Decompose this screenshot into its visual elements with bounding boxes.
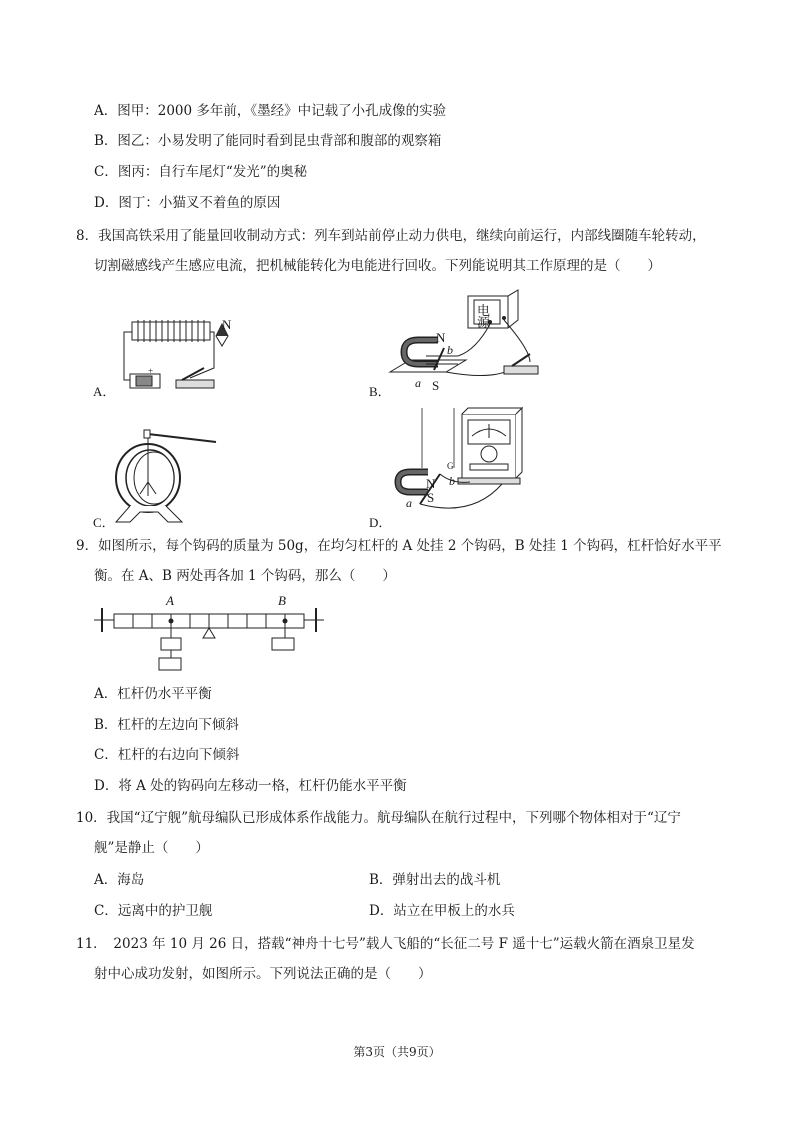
q8-fig-d-b-label: b <box>449 474 455 488</box>
q9-option-b: B．杠杆的左边向下倾斜 <box>94 717 239 733</box>
q8-fig-b-north: N <box>436 330 446 345</box>
q8-figure-b-motor-setup <box>380 290 550 390</box>
q8-fig-d-label: D． <box>369 515 392 530</box>
q9-option-a: A．杠杆仍水平平衡 <box>94 686 212 702</box>
q11-stem-line2: 射中心成功发射，如图所示。下列说法正确的是（ ） <box>94 966 432 982</box>
q8-fig-c-label: C． <box>93 515 115 530</box>
q10-option-a: A．海岛 <box>94 872 145 888</box>
q8-fig-b-a-label: a <box>415 376 421 390</box>
q9-option-d: D．将 A 处的钩码向左移动一格，杠杆仍能水平平衡 <box>94 778 407 794</box>
q8-fig-d-a-label: a <box>406 496 412 510</box>
q11-stem-line1: 11． 2023 年 10 月 26 日，搭载“神舟十七号”载人飞船的“长征二号 F 遥十七”运载火箭在酒泉卫星发 <box>76 936 695 952</box>
q8-stem-line2: 切割磁感线产生感应电流，把机械能转化为电能进行回收。下列能说明其工作原理的是（ ） <box>94 258 661 274</box>
q8-fig-b-power-2: 源 <box>477 315 491 330</box>
q10-option-d: D．站立在甲板上的水兵 <box>369 903 515 919</box>
q9-fig-point-b: B <box>278 593 286 608</box>
q8-figure-d-galvanometer <box>392 408 532 518</box>
q8-fig-d-south: S <box>427 490 435 505</box>
q7-option-c: C．图丙：自行车尾灯“发光”的奥秘 <box>94 164 308 180</box>
q8-fig-a-north: N <box>222 317 232 332</box>
q7-option-d: D．图丁：小猫叉不着鱼的原因 <box>94 195 281 211</box>
q8-fig-b-south: S <box>432 378 440 393</box>
q8-fig-d-meter-g: G <box>447 461 454 471</box>
q9-option-c: C．杠杆的右边向下倾斜 <box>94 747 240 763</box>
q8-fig-d-north: N <box>426 476 436 491</box>
q10-option-b: B．弹射出去的战斗机 <box>369 872 501 888</box>
q9-stem-line2: 衡。在 A、B 两处再各加 1 个钩码，那么（ ） <box>94 568 396 584</box>
q7-option-a: A．图甲：2000 多年前，《墨经》中记载了小孔成像的实验 <box>94 103 447 119</box>
q9-stem-line1: 9．如图所示，每个钩码的质量为 50g，在均匀杠杆的 A 处挂 2 个钩码，B 处挂 1 个钩码，杠杆恰好水平平 <box>76 538 722 554</box>
q8-fig-a-label: A． <box>93 384 116 399</box>
q10-stem-line2: 舰”是静止（ ） <box>94 840 209 856</box>
q7-option-b: B．图乙：小易发明了能同时看到昆虫背部和腹部的观察箱 <box>94 133 442 149</box>
q9-fig-point-a: A <box>166 593 174 608</box>
q8-figure-c-ring-apparatus <box>110 428 220 528</box>
q8-fig-b-label: B． <box>369 384 391 399</box>
page-footer: 第3页（共9页） <box>353 1045 441 1059</box>
q8-figure-a-electromagnet <box>110 310 240 400</box>
q8-fig-a-plus: + <box>148 366 154 376</box>
q8-stem-line1: 8．我国高铁采用了能量回收制动方式：列车到站前停止动力供电，继续向前运行，内部线圈随车轮转动， <box>76 228 706 244</box>
q8-fig-b-power-1: 电 <box>477 303 491 318</box>
q8-fig-b-b-label: b <box>447 343 453 357</box>
q10-option-c: C．远离中的护卫舰 <box>94 903 213 919</box>
q9-lever-figure <box>94 604 324 674</box>
q10-stem-line1: 10．我国“辽宁舰”航母编队已形成体系作战能力。航母编队在航行过程中，下列哪个物体相对于“辽宁 <box>76 810 681 826</box>
